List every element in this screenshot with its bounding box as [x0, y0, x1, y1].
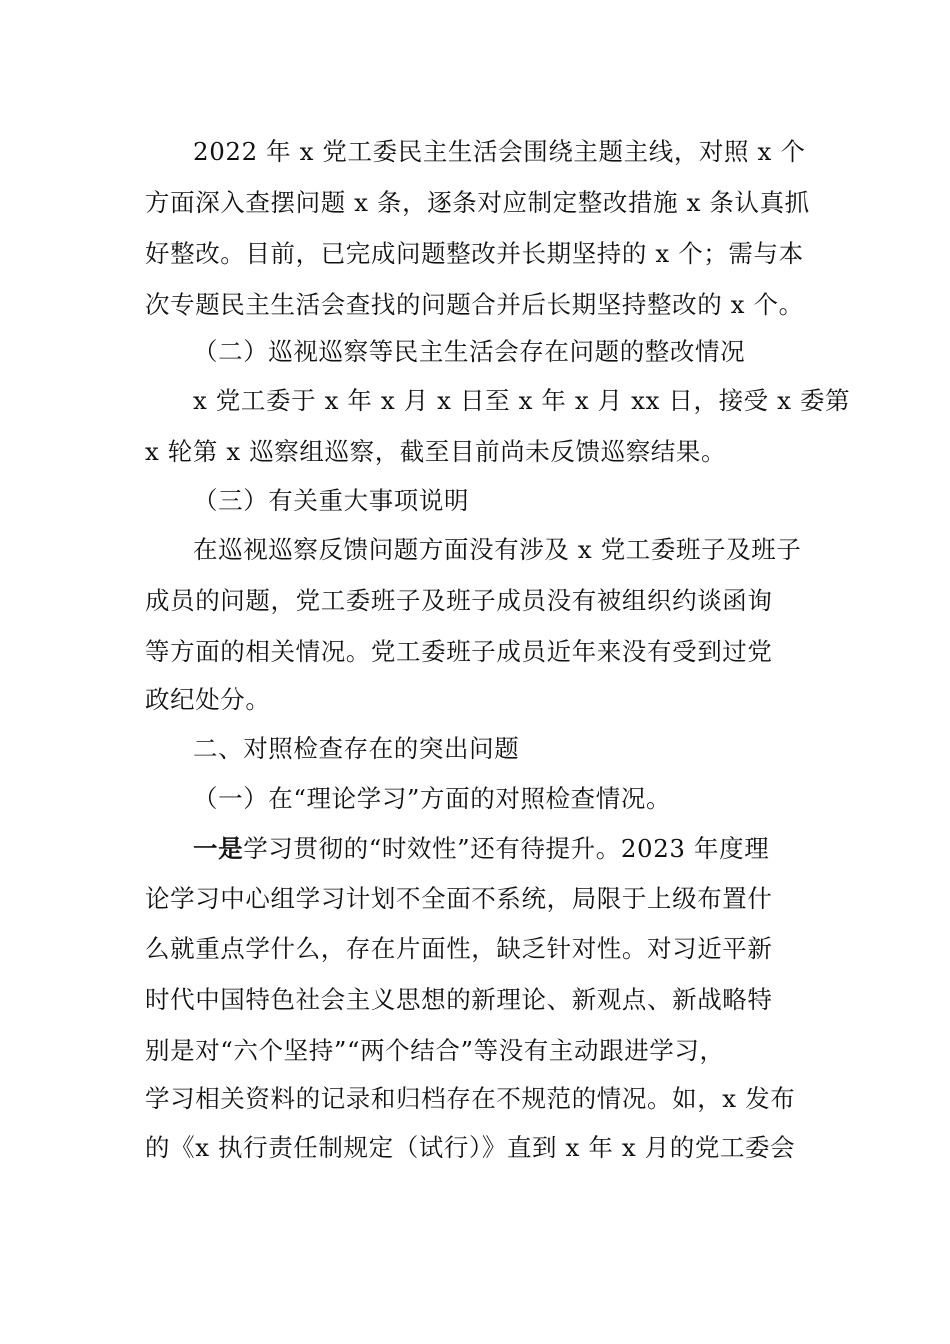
- paragraph-line: 等方面的相关情况。党工委班子成员近年来没有受到过党: [145, 637, 773, 666]
- paragraph-line: [193, 829, 858, 869]
- paragraph-text: 学习贯彻的“时效性”还有待提升。2023 年度理: [243, 834, 770, 863]
- sub-heading-3: （三）有关重大事项说明: [193, 486, 470, 515]
- paragraph-line: 在巡视巡察反馈问题方面没有涉及 x 党工委班子及班子: [193, 535, 802, 564]
- paragraph-line: 别是对“六个坚持”“两个结合”等没有主动跟进学习，: [145, 1036, 725, 1065]
- paragraph-line: 方面深入查摆问题 x 条，逐条对应制定整改措施 x 条认真抓: [145, 188, 810, 217]
- paragraph-line: 论学习中心组学习计划不全面不系统，局限于上级布置什: [145, 884, 773, 913]
- paragraph-line: 的《x 执行责任制规定（试行）》直到 x 年 x 月的党工委会: [145, 1133, 796, 1162]
- emphasis-lead: 一是: [193, 834, 244, 863]
- paragraph-line: 学习相关资料的记录和归档存在不规范的情况。如，x 发布: [145, 1084, 796, 1113]
- paragraph-line: x 轮第 x 巡察组巡察，截至目前尚未反馈巡察结果。: [145, 437, 727, 466]
- paragraph-line: 时代中国特色社会主义思想的新理论、新观点、新战略特: [145, 985, 773, 1014]
- paragraph-line: 么就重点学什么，存在片面性，缺乏针对性。对习近平新: [145, 934, 773, 963]
- sub-heading-2: （二）巡视巡察等民主生活会存在问题的整改情况: [193, 337, 746, 366]
- sub-heading-1: （一）在“理论学习”方面的对照检查情况。: [193, 784, 672, 813]
- paragraph-line: 好整改。目前，已完成问题整改并长期坚持的 x 个；需与本: [145, 239, 804, 268]
- paragraph-line: x 党工委于 x 年 x 月 x 日至 x 年 x 月 xx 日，接受 x 委第: [193, 386, 851, 415]
- paragraph-line: 2022 年 x 党工委民主生活会围绕主题主线，对照 x 个: [193, 137, 806, 166]
- section-title: 二、对照检查存在的突出问题: [193, 734, 520, 763]
- paragraph-line: 成员的问题，党工委班子及班子成员没有被组织约谈函询: [145, 586, 773, 615]
- paragraph-line: 次专题民主生活会查找的问题合并后长期坚持整改的 x 个。: [145, 290, 804, 319]
- paragraph-line: 政纪处分。: [145, 685, 271, 714]
